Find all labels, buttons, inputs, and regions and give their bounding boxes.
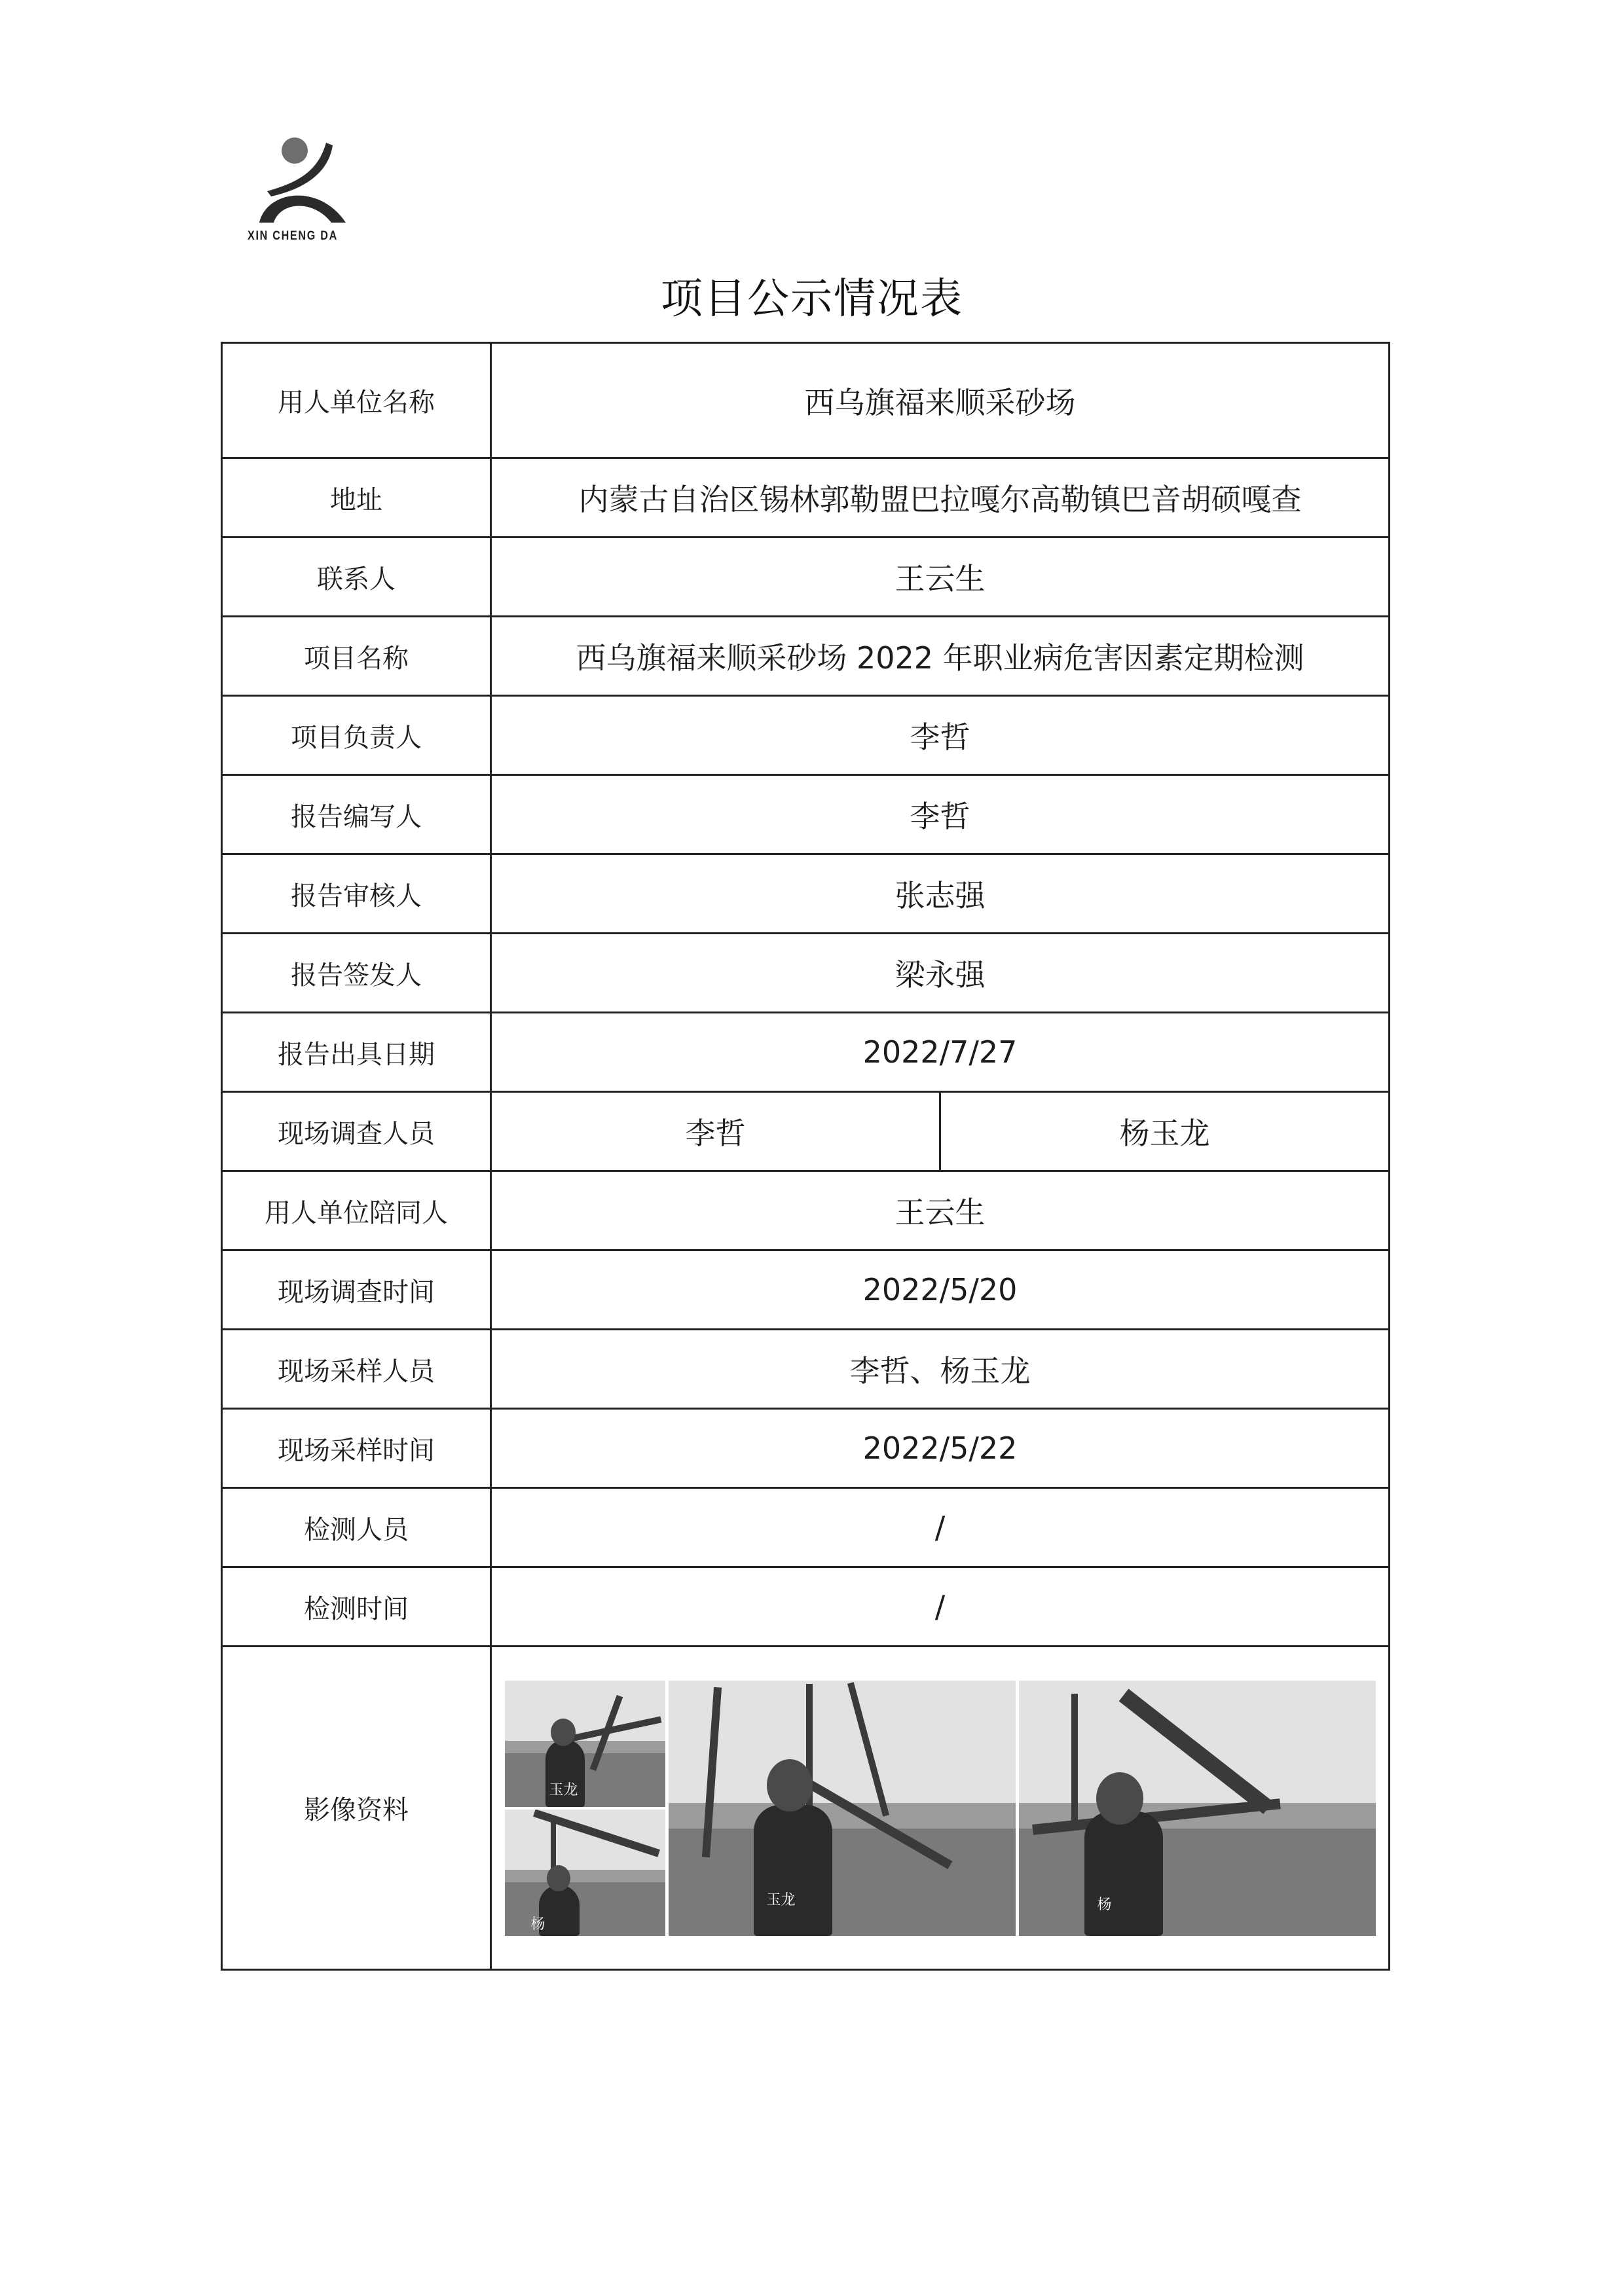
table-row — [222, 1488, 1390, 1567]
site-photo — [505, 1681, 665, 1807]
row-value: 2022/7/27 — [491, 1013, 1390, 1092]
row-label: 现场调查时间 — [222, 1250, 491, 1330]
site-photo — [505, 1810, 665, 1936]
row-value: / — [491, 1567, 1390, 1647]
table-row — [222, 1250, 1390, 1330]
row-label: 现场调查人员 — [222, 1092, 491, 1171]
row-label: 项目负责人 — [222, 696, 491, 775]
table-row — [222, 1171, 1390, 1250]
document-title: 项目公示情况表 — [661, 275, 963, 323]
table-row — [222, 458, 1390, 538]
row-value: 王云生 — [491, 1171, 1390, 1250]
row-value: 2022/5/20 — [491, 1250, 1390, 1330]
table-row — [222, 617, 1390, 696]
table-row — [222, 1092, 1390, 1171]
row-value: 李哲 — [491, 775, 1390, 854]
row-value: 梁永强 — [491, 934, 1390, 1013]
row-label: 报告出具日期 — [222, 1013, 491, 1092]
info-table — [221, 342, 1390, 1971]
row-label: 现场采样时间 — [222, 1409, 491, 1488]
row-label: 地址 — [222, 458, 491, 538]
row-label: 检测时间 — [222, 1567, 491, 1647]
row-label: 报告签发人 — [222, 934, 491, 1013]
table-row — [222, 1330, 1390, 1409]
row-value: 西乌旗福来顺采砂场 2022 年职业病危害因素定期检测 — [491, 617, 1390, 696]
photo-caption: 玉龙 — [766, 1891, 796, 1908]
row-label: 检测人员 — [222, 1488, 491, 1567]
site-photo — [669, 1681, 1016, 1936]
row-value-a: 李哲 — [491, 1092, 940, 1171]
photo-caption: 杨 — [1097, 1896, 1112, 1913]
row-value-b: 杨玉龙 — [940, 1092, 1390, 1171]
row-value: 王云生 — [491, 538, 1390, 617]
logo-text: XIN CHENG DA — [248, 229, 338, 243]
row-label: 用人单位名称 — [222, 343, 491, 458]
table-row — [222, 934, 1390, 1013]
image-cell — [491, 1647, 1390, 1970]
row-label: 影像资料 — [222, 1647, 491, 1970]
photo-caption: 杨 — [530, 1916, 545, 1933]
row-value: 李哲、杨玉龙 — [491, 1330, 1390, 1409]
table-row — [222, 1013, 1390, 1092]
row-label: 报告审核人 — [222, 854, 491, 934]
logo-mark-icon — [248, 131, 378, 229]
table-row — [222, 1567, 1390, 1647]
row-label: 项目名称 — [222, 617, 491, 696]
row-value: 张志强 — [491, 854, 1390, 934]
photo-collage — [505, 1681, 1376, 1936]
row-value: 内蒙古自治区锡林郭勒盟巴拉嘎尔高勒镇巴音胡硕嘎查 — [491, 458, 1390, 538]
table-row — [222, 1647, 1390, 1970]
table-row — [222, 1409, 1390, 1488]
table-row — [222, 538, 1390, 617]
row-value: 2022/5/22 — [491, 1409, 1390, 1488]
table-row — [222, 854, 1390, 934]
row-value: / — [491, 1488, 1390, 1567]
photo-caption: 玉龙 — [549, 1781, 578, 1798]
row-value: 西乌旗福来顺采砂场 — [491, 343, 1390, 458]
row-label: 现场采样人员 — [222, 1330, 491, 1409]
row-label: 报告编写人 — [222, 775, 491, 854]
site-photo — [1019, 1681, 1376, 1936]
row-label: 用人单位陪同人 — [222, 1171, 491, 1250]
row-value: 李哲 — [491, 696, 1390, 775]
table-row — [222, 775, 1390, 854]
table-row — [222, 696, 1390, 775]
table-row — [222, 343, 1390, 458]
row-label: 联系人 — [222, 538, 491, 617]
company-logo — [248, 131, 378, 255]
